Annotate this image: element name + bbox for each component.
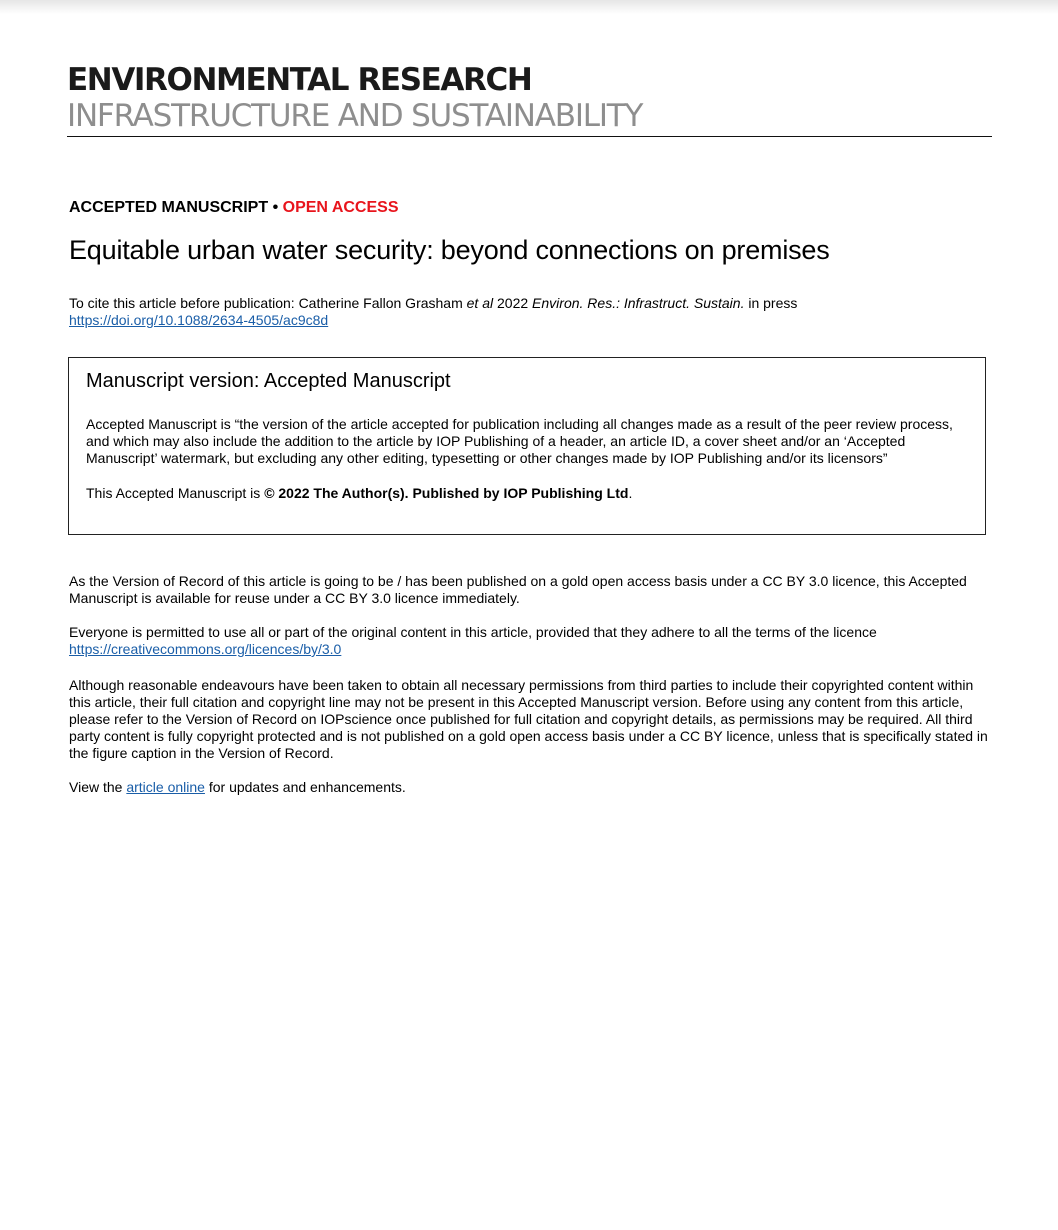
copyright-prefix: This Accepted Manuscript is — [86, 485, 265, 501]
manuscript-version-description: Accepted Manuscript is “the version of the article accepted for publication including all changes made as a result of the peer review process, and which may also include the addition to the article by IOP Publishing of a header, an article ID, a cover sheet and/or an ‘Accepted Manuscript’ watermark, but excluding any other editing, typesetting or other changes made by IOP Publishing and/or its licensors” — [86, 416, 953, 466]
journal-masthead — [67, 62, 992, 134]
status-separator: • — [268, 199, 283, 216]
licence-link[interactable]: https://creativecommons.org/licences/by/3.0 — [69, 641, 342, 657]
manuscript-version-box — [68, 357, 986, 535]
citation-journal: Environ. Res.: Infrastruct. Sustain. — [532, 295, 745, 311]
masthead-divider — [67, 136, 992, 137]
license-paragraph-3: Although reasonable endeavours have been taken to obtain all necessary permissions from third parties to include their copyrighted content within this article, their full citation and copyright line may not be present in this Accepted Manuscript version. Before using any content from this article, please refer to the Version of Record on IOPscience once published for full citation and copyright details, as permissions may be required. All third party content is fully copyright protected and is not published on a gold open access basis under a CC BY licence, unless that is specifically stated in the figure caption in the Version of Record. — [69, 677, 988, 761]
copyright-holder: © 2022 The Author(s). Published by IOP Publishing Ltd — [264, 485, 629, 501]
status-label: ACCEPTED MANUSCRIPT — [69, 199, 269, 216]
citation-suffix: in press — [744, 295, 798, 311]
citation-et-al: et al — [466, 295, 494, 311]
article-online-link[interactable]: article online — [126, 779, 205, 795]
manuscript-version-heading: Manuscript version: Accepted Manuscript — [86, 370, 451, 392]
license-paragraph-2 — [69, 624, 994, 658]
copyright-suffix: . — [628, 485, 633, 501]
citation-text — [69, 295, 999, 312]
article-title: Equitable urban water security: beyond connections on premises — [69, 235, 830, 265]
license-terms-text: Everyone is permitted to use all or part of the original content in this article, provided that they adhere to all the terms of the licence — [69, 624, 877, 640]
open-access-badge: OPEN ACCESS — [282, 199, 399, 216]
citation-year: 2022 — [493, 295, 533, 311]
manuscript-status — [69, 199, 399, 217]
license-paragraph-1: As the Version of Record of this article is going to be / has been published on a gold open access basis under a CC BY 3.0 licence, this Accepted Manuscript is available for reuse under a CC BY 3.0 licence immediately. — [69, 573, 967, 606]
view-online-paragraph — [69, 779, 994, 796]
citation-block — [69, 295, 999, 329]
journal-name-line2: INFRASTRUCTURE AND SUSTAINABILITY — [67, 98, 643, 134]
citation-prefix: To cite this article before publication: Catherine Fallon Grasham — [69, 295, 467, 311]
copyright-statement — [86, 485, 632, 502]
journal-name-line1: ENVIRONMENTAL RESEARCH — [67, 62, 532, 98]
page-top-shadow — [0, 0, 1058, 14]
view-online-suffix: for updates and enhancements. — [204, 779, 406, 795]
view-online-prefix: View the — [69, 779, 127, 795]
doi-link[interactable]: https://doi.org/10.1088/2634-4505/ac9c8d — [69, 312, 329, 328]
